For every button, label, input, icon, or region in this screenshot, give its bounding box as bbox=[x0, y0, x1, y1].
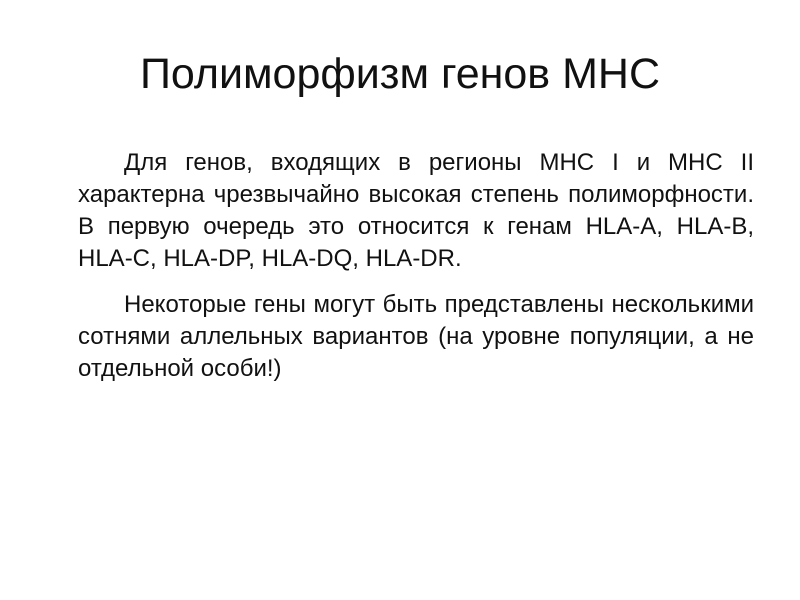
slide-body bbox=[78, 147, 754, 399]
slide-title: Полиморфизм генов МНС bbox=[139, 50, 661, 98]
body-paragraph-1: Для генов, входящих в регионы МНС I и МНС II характерна чрезвычайно высокая степень полиморфности. В первую очередь это относится к генам HLA-A, HLA-B, HLA-C, HLA-DP, HLA-DQ, HLA-DR. bbox=[78, 149, 754, 272]
body-paragraph-2: Некоторые гены могут быть представлены несколькими сотнями аллельных вариантов (на уровне популяции, а не отдельной особи!) bbox=[78, 291, 754, 382]
